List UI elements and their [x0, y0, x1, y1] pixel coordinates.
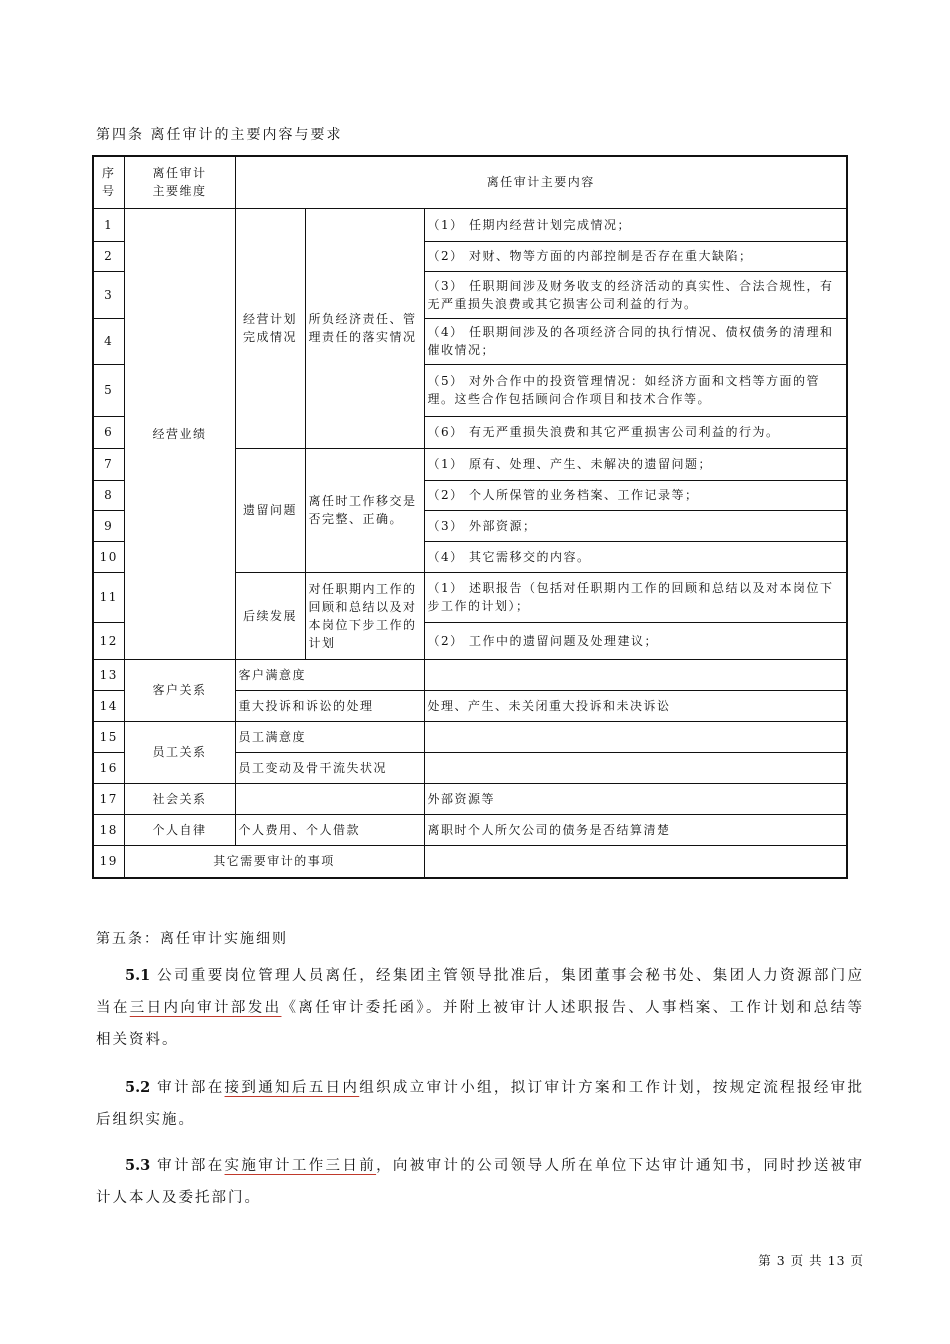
dimension-kehu: 客户关系	[124, 659, 235, 721]
header-no: 序号	[93, 156, 124, 208]
yuangong-turnover: 员工变动及骨干流失状况	[235, 752, 424, 783]
header-dimension: 离任审计主要维度	[124, 156, 235, 208]
content-item: （6） 有无严重损失浪费和其它严重损害公司利益的行为。	[424, 416, 847, 448]
row-number: 3	[93, 271, 124, 318]
row-number: 11	[93, 572, 124, 622]
content-item: （1） 任期内经营计划完成情况；	[424, 208, 847, 241]
row-number: 16	[93, 752, 124, 783]
content-item: （5） 对外合作中的投资管理情况：如经济方面和文档等方面的管理。这些合作包括顾问合作项目和技术合作等。	[424, 364, 847, 416]
geren-expenses: 个人费用、个人借款	[235, 814, 424, 845]
row-number: 15	[93, 721, 124, 752]
content-item: （1） 原有、处理、产生、未解决的遗留问题；	[424, 448, 847, 480]
content-item: （3） 任职期间涉及财务收支的经济活动的真实性、合法合规性，有无严重损失浪费或其它损害公司利益的行为。	[424, 271, 847, 318]
content-item: （1） 述职报告（包括对任职期内工作的回顾和总结以及对本岗位下步工作的计划）；	[424, 572, 847, 622]
content-item: 离职时个人所欠公司的债务是否结算清楚	[424, 814, 847, 845]
table-header-row	[93, 156, 847, 208]
content-item: （2） 个人所保管的业务档案、工作记录等；	[424, 480, 847, 510]
paragraph-text: 公司重要岗位管理人员离任，经集团主管领导批准后，集团董事会秘书处、集团人力资源部门应当在	[96, 968, 864, 1016]
header-content: 离任审计主要内容	[235, 156, 847, 208]
underlined-deadline: 三日内向审计部发出	[129, 1000, 282, 1016]
row-number: 13	[93, 659, 124, 690]
dimension-shehui: 社会关系	[124, 783, 235, 814]
row-number: 9	[93, 510, 124, 541]
group3-desc: 对任职期内工作的回顾和总结以及对本岗位下步工作的计划	[305, 572, 424, 659]
yuangong-satisfaction: 员工满意度	[235, 721, 424, 752]
audit-content-table	[92, 155, 848, 879]
table-row	[93, 208, 847, 241]
content-item: （4） 任职期间涉及的各项经济合同的执行情况、债权债务的清理和催收情况；	[424, 318, 847, 364]
dimension-geren: 个人自律	[124, 814, 235, 845]
row-number: 4	[93, 318, 124, 364]
paragraph-text: ，向被审计的公司领导人所在单位下达审计通知书，同时抄送被审计人本人及委托部门。	[96, 1158, 865, 1206]
row-number: 19	[93, 845, 124, 878]
dimension-jingying: 经营业绩	[124, 208, 235, 659]
shehui-blank	[235, 783, 424, 814]
row-number: 5	[93, 364, 124, 416]
row-number: 18	[93, 814, 124, 845]
section5-title: 第五条：离任审计实施细则	[96, 931, 288, 947]
row-number: 6	[93, 416, 124, 448]
row-number: 1	[93, 208, 124, 241]
group1-name: 经营计划完成情况	[235, 208, 305, 448]
paragraph-text: 组织成立审计小组，拟订审计方案和工作计划，按规定流程报经审批后组织实施。	[96, 1080, 865, 1128]
table-row	[93, 814, 847, 845]
group2-name: 遗留问题	[235, 448, 305, 572]
paragraph-5-2	[96, 1072, 864, 1136]
row-number: 17	[93, 783, 124, 814]
underlined-deadline: 接到通知后五日内	[224, 1080, 360, 1096]
content-item	[424, 752, 847, 783]
section4-title: 第四条 离任审计的主要内容与要求	[96, 127, 343, 143]
table-row	[93, 721, 847, 752]
content-item: （3） 外部资源；	[424, 510, 847, 541]
content-item	[424, 845, 847, 878]
clause-number: 5.2	[125, 1079, 151, 1096]
row-number: 14	[93, 690, 124, 721]
kehu-complaints: 重大投诉和诉讼的处理	[235, 690, 424, 721]
row-number: 10	[93, 541, 124, 572]
content-item: （2） 工作中的遗留问题及处理建议；	[424, 622, 847, 659]
dimension-yuangong: 员工关系	[124, 721, 235, 783]
row-number: 7	[93, 448, 124, 480]
content-item	[424, 659, 847, 690]
underlined-deadline: 实施审计工作三日前	[224, 1158, 377, 1174]
clause-number: 5.1	[125, 967, 151, 984]
paragraph-5-3	[96, 1150, 864, 1214]
kehu-satisfaction: 客户满意度	[235, 659, 424, 690]
content-item: 外部资源等	[424, 783, 847, 814]
table-row	[93, 659, 847, 690]
other-items: 其它需要审计的事项	[124, 845, 424, 878]
table-row	[93, 845, 847, 878]
row-number: 12	[93, 622, 124, 659]
clause-number: 5.3	[125, 1157, 151, 1174]
content-item	[424, 721, 847, 752]
table-row	[93, 783, 847, 814]
content-item: 处理、产生、未关闭重大投诉和未决诉讼	[424, 690, 847, 721]
paragraph-text: 审计部在	[150, 1158, 225, 1174]
paragraph-text: 审计部在	[150, 1080, 225, 1096]
content-item: （2） 对财、物等方面的内部控制是否存在重大缺陷；	[424, 241, 847, 271]
row-number: 8	[93, 480, 124, 510]
page-number-footer: 第 3 页 共 13 页	[758, 1253, 864, 1268]
paragraph-5-1	[96, 960, 864, 1056]
group2-desc: 离任时工作移交是否完整、正确。	[305, 448, 424, 572]
row-number: 2	[93, 241, 124, 271]
group3-name: 后续发展	[235, 572, 305, 659]
paragraph-text: 《离任审计委托函》。并附上被审计人述职报告、人事档案、工作计划和总结等相关资料。	[96, 1000, 865, 1048]
content-item: （4） 其它需移交的内容。	[424, 541, 847, 572]
group1-desc: 所负经济责任、管理责任的落实情况	[305, 208, 424, 448]
